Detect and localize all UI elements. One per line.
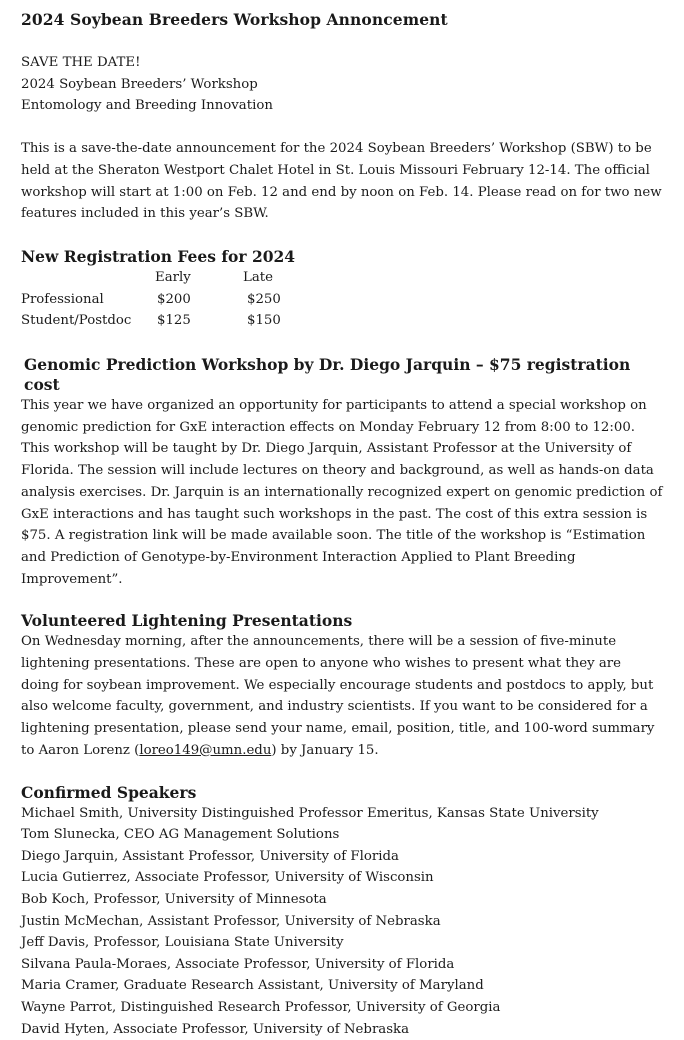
speaker-item: Michael Smith, University Distinguished Professor Emeritus, Kansas State University [21,805,599,821]
fees-row [21,289,663,311]
workshop-name-line: 2024 Soybean Breeders’ Workshop [21,76,258,92]
speaker-item: Jeff Davis, Professor, Louisiana State University [21,935,344,951]
speaker-item: Tom Slunecka, CEO AG Management Solutions [21,827,340,843]
page-title: 2024 Soybean Breeders Workshop Annoncement [21,10,448,29]
speaker-item: Silvana Paula-Moraes, Associate Professor, University of Florida [21,956,455,972]
genomic-workshop-body: This year we have organized an opportunity for participants to attend a special workshop on genomic prediction for GxE interaction effects on Monday February 12 from 8:00 to 12:00. This workshop will be taught by Dr. Diego Jarquin, Assistant Professor at the University of Florida. The session will include lectures on theory and background, as well as hands-on data analysis exercises. Dr. Jarquin is an internationally recognized expert on genomic prediction of GxE interactions and has taught such workshops in the past. The cost of this extra session is $75. A registration link will be made available soon. The title of the workshop is “Estimation and Prediction of Genotype-by-Environment Interaction Applied to Plant Breeding Improvement”. [21,398,663,587]
speaker-item: Justin McMechan, Assistant Professor, University of Nebraska [21,913,441,929]
fees-col-early: Early [155,269,191,285]
fee-late: $150 [247,313,281,329]
fee-late: $250 [247,291,281,307]
speaker-item: Diego Jarquin, Assistant Professor, University of Florida [21,848,399,864]
fees-col-late: Late [243,269,273,285]
workshop-theme-line: Entomology and Breeding Innovation [21,98,273,114]
fees-header-row [21,267,663,289]
fee-early: $125 [157,313,191,329]
email-link[interactable]: loreo149@umn.edu [139,742,272,758]
genomic-workshop-heading: Genomic Prediction Workshop by Dr. Diego Jarquin – $75 registration cost [24,355,631,395]
lightening-heading: Volunteered Lightening Presentations [21,611,353,631]
speakers-heading: Confirmed Speakers [21,782,197,802]
speaker-item: Bob Koch, Professor, University of Minnesota [21,891,327,907]
lightening-body [21,631,663,761]
fee-label: Student/Postdoc [21,313,132,329]
speaker-item: Wayne Parrot, Distinguished Research Professor, University of Georgia [21,999,501,1015]
fees-row [21,310,663,332]
fees-heading: New Registration Fees for 2024 [21,246,296,266]
fee-early: $200 [157,291,191,307]
save-the-date-line: SAVE THE DATE! [21,55,141,70]
intro-paragraph: This is a save-the-date announcement for the 2024 Soybean Breeders’ Workshop (SBW) to be held at the Sheraton Westport Chalet Hotel in St. Louis Missouri February 12-14. The official workshop will start at 1:00 on Feb. 12 and end by noon on Feb. 14. Please read on for two new features included in this year’s SBW. [21,141,662,222]
lightening-body-text: On Wednesday morning, after the announcements, there will be a session of five-minute lightening presentations. These are open to anyone who wishes to present what they are doing for soybean improvement. We especially encourage students and postdocs to apply, but also welcome faculty, government, and industry scientists. If you want to be considered for a lightening presentation, please send your name, email, position, title, and 100-word summary to Aaron Lorenz ( [21,634,655,758]
fee-label: Professional [21,291,104,307]
speaker-item: Lucia Gutierrez, Associate Professor, University of Wisconsin [21,870,434,886]
speaker-item: Maria Cramer, Graduate Research Assistant, University of Maryland [21,978,484,994]
lightening-body-deadline: ) by January 15. [271,742,379,758]
fees-table [21,267,663,332]
speaker-item: David Hyten, Associate Professor, University of Nebraska [21,1021,410,1037]
speakers-list [21,803,663,1040]
